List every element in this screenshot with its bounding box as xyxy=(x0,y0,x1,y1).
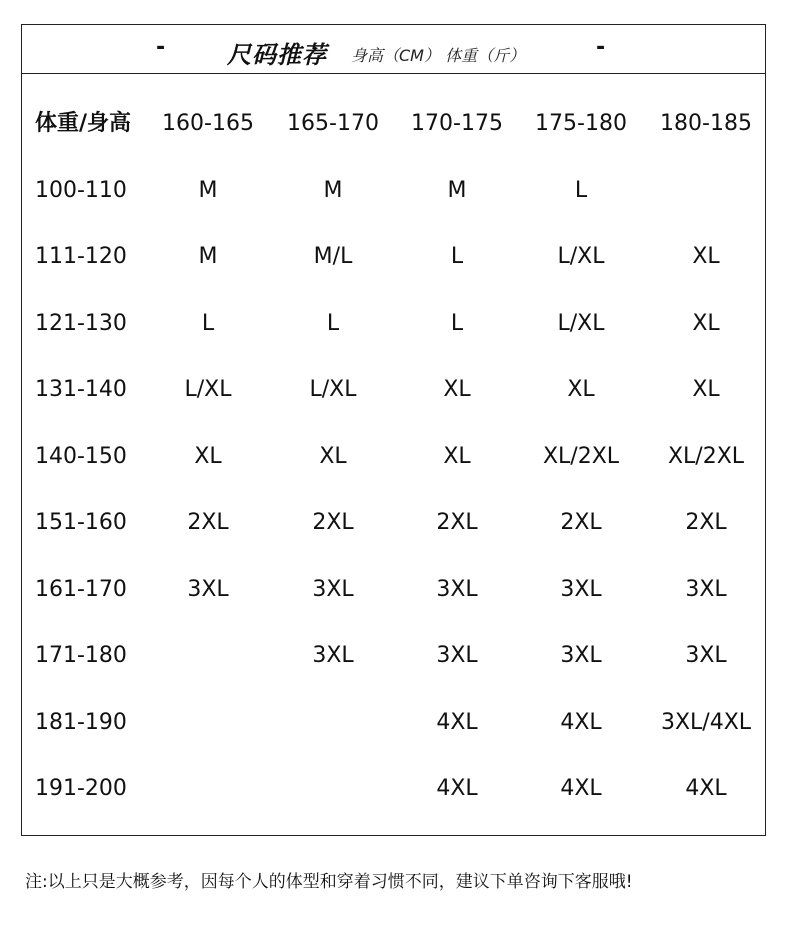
size-cell: XL xyxy=(443,443,471,469)
height-column-header: 165-170 xyxy=(287,111,379,136)
table-row xyxy=(22,370,765,410)
size-cell xyxy=(146,703,270,743)
weight-range-label: 140-150 xyxy=(35,443,127,469)
size-cell: L xyxy=(450,244,464,269)
size-cell: L/XL xyxy=(557,310,605,336)
table-row xyxy=(22,304,765,344)
size-cell: 3XL xyxy=(685,643,727,668)
chart-subtitle: 身高（CM） 体重（斤） xyxy=(351,46,526,65)
size-cell: 2XL xyxy=(560,510,602,535)
size-cell: XL xyxy=(319,443,347,469)
size-cell: XL/2XL xyxy=(542,443,620,469)
title-left-dash: - xyxy=(156,35,166,60)
table-row xyxy=(22,769,765,809)
size-cell: XL xyxy=(567,377,595,402)
size-cell: M xyxy=(198,177,218,203)
weight-range-label: 181-190 xyxy=(35,709,127,735)
size-cell: L xyxy=(326,310,340,336)
size-cell: 3XL xyxy=(560,576,602,602)
size-cell: 4XL xyxy=(685,776,727,801)
size-cell: M/L xyxy=(313,244,353,269)
weight-range-label: 151-160 xyxy=(35,510,127,535)
size-cell: 3XL xyxy=(436,643,478,668)
size-cell: 3XL xyxy=(685,576,727,602)
title-right-dash: - xyxy=(596,35,606,60)
size-cell: 2XL xyxy=(685,510,727,535)
size-cell: 2XL xyxy=(436,510,478,535)
size-cell: 3XL xyxy=(312,576,354,602)
size-cell: L/XL xyxy=(557,244,605,269)
size-cell: L xyxy=(574,177,588,203)
size-cell: XL/2XL xyxy=(667,443,745,469)
weight-range-label: 111-120 xyxy=(35,244,127,269)
size-cell: L xyxy=(450,310,464,336)
size-cell: XL xyxy=(194,443,222,469)
size-cell: 4XL xyxy=(560,776,602,801)
height-column-header: 175-180 xyxy=(535,111,627,136)
weight-range-label: 191-200 xyxy=(35,776,127,801)
height-column-header: 170-175 xyxy=(411,111,503,136)
size-cell: L xyxy=(201,310,215,336)
corner-header: 体重/身高 xyxy=(35,111,132,136)
size-chart xyxy=(21,24,766,836)
size-cell xyxy=(644,171,768,211)
weight-range-label: 171-180 xyxy=(35,643,127,668)
weight-range-label: 121-130 xyxy=(35,310,127,336)
size-cell: 2XL xyxy=(187,510,229,535)
size-cell: 4XL xyxy=(436,709,478,735)
title-bar xyxy=(22,25,765,74)
size-cell: M xyxy=(198,244,218,269)
footnote: 注:以上只是大概参考，因每个人的体型和穿着习惯不同，建议下单咨询下客服哦! xyxy=(25,872,633,892)
height-column-header: 160-165 xyxy=(162,111,254,136)
header-row xyxy=(22,104,765,144)
size-cell: 3XL xyxy=(560,643,602,668)
size-cell: 3XL/4XL xyxy=(660,709,752,735)
size-cell: XL xyxy=(692,244,720,269)
table-row xyxy=(22,636,765,676)
chart-title: 尺码推荐 xyxy=(227,41,327,69)
size-cell: L/XL xyxy=(309,377,357,402)
weight-range-label: 131-140 xyxy=(35,377,127,402)
height-column-header: 180-185 xyxy=(660,111,752,136)
size-cell: 2XL xyxy=(312,510,354,535)
size-cell: L/XL xyxy=(184,377,232,402)
size-cell: 3XL xyxy=(436,576,478,602)
size-cell: XL xyxy=(692,377,720,402)
size-cell: 3XL xyxy=(187,576,229,602)
size-cell: XL xyxy=(443,377,471,402)
table-row xyxy=(22,570,765,610)
size-cell xyxy=(271,769,395,809)
table-row xyxy=(22,503,765,543)
size-cell xyxy=(146,769,270,809)
size-cell: M xyxy=(323,177,343,203)
weight-range-label: 161-170 xyxy=(35,576,127,602)
size-cell: XL xyxy=(692,310,720,336)
table-row xyxy=(22,437,765,477)
size-cell: 3XL xyxy=(312,643,354,668)
weight-range-label: 100-110 xyxy=(35,177,127,203)
table-row xyxy=(22,171,765,211)
size-cell: M xyxy=(447,177,467,203)
size-cell xyxy=(271,703,395,743)
size-cell xyxy=(146,636,270,676)
size-cell: 4XL xyxy=(560,709,602,735)
size-cell: 4XL xyxy=(436,776,478,801)
table-row xyxy=(22,237,765,277)
table-row xyxy=(22,703,765,743)
